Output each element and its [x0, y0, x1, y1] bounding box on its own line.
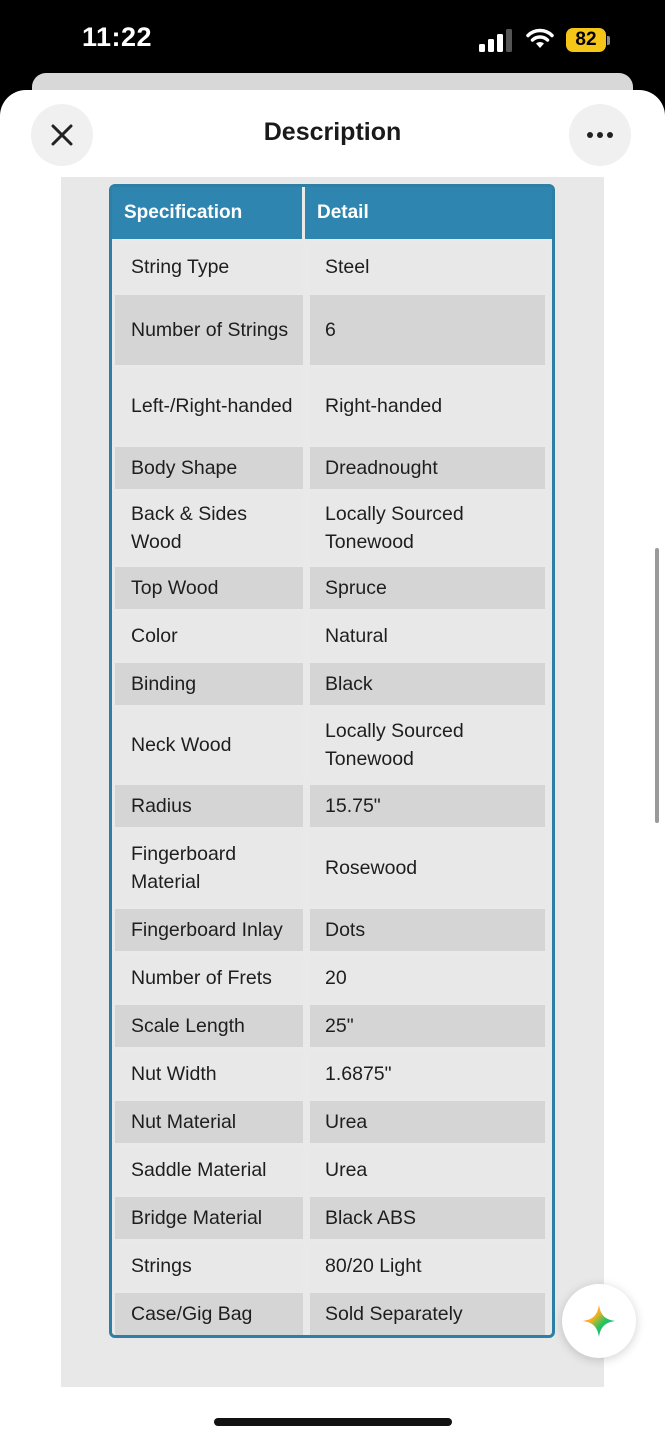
table-row	[115, 368, 549, 444]
spec-cell: Scale Length	[115, 1005, 303, 1047]
sheet-header	[0, 90, 665, 176]
spec-cell: Body Shape	[115, 447, 303, 489]
detail-cell: Steel	[310, 242, 545, 292]
spec-cell: Nut Width	[115, 1050, 303, 1098]
table-row	[115, 1293, 549, 1335]
content-area	[61, 177, 604, 1387]
spec-cell: Bridge Material	[115, 1197, 303, 1239]
spec-cell: Number of Strings	[115, 295, 303, 365]
spec-cell: Strings	[115, 1242, 303, 1290]
table-row	[115, 785, 549, 827]
detail-cell: Spruce	[310, 567, 545, 609]
spec-cell: String Type	[115, 242, 303, 292]
table-row	[115, 909, 549, 951]
table-row	[115, 242, 549, 292]
table-row	[115, 447, 549, 489]
detail-cell: Black	[310, 663, 545, 705]
detail-cell: 20	[310, 954, 545, 1002]
detail-cell: Locally Sourced Tonewood	[310, 492, 545, 564]
spec-cell: Color	[115, 612, 303, 660]
spec-cell: Back & Sides Wood	[115, 492, 303, 564]
detail-cell: Urea	[310, 1101, 545, 1143]
battery-level: 82	[566, 28, 606, 52]
table-body	[112, 242, 552, 1335]
detail-cell: Locally Sourced Tonewood	[310, 708, 545, 782]
battery-indicator	[566, 27, 610, 53]
battery-tip	[607, 36, 610, 45]
detail-cell: 80/20 Light	[310, 1242, 545, 1290]
page-title: Description	[263, 118, 402, 146]
detail-cell: 15.75"	[310, 785, 545, 827]
table-row	[115, 830, 549, 906]
detail-cell: Right-handed	[310, 368, 545, 444]
spec-cell: Nut Material	[115, 1101, 303, 1143]
spec-cell: Case/Gig Bag	[115, 1293, 303, 1335]
detail-cell: 1.6875"	[310, 1050, 545, 1098]
detail-cell: Urea	[310, 1146, 545, 1194]
table-row	[115, 1197, 549, 1239]
spec-cell: Left-/Right-handed	[115, 368, 303, 444]
detail-cell: 25"	[310, 1005, 545, 1047]
ai-assistant-button[interactable]	[562, 1284, 636, 1358]
home-indicator[interactable]	[214, 1418, 452, 1426]
table-row	[115, 567, 549, 609]
table-row	[115, 708, 549, 782]
detail-cell: Rosewood	[310, 830, 545, 906]
table-row	[115, 295, 549, 365]
spec-table	[109, 184, 555, 1338]
description-sheet	[0, 90, 665, 1440]
wifi-icon	[525, 26, 555, 50]
spec-cell: Binding	[115, 663, 303, 705]
spec-cell: Radius	[115, 785, 303, 827]
detail-cell: 6	[310, 295, 545, 365]
cellular-signal-icon	[478, 28, 514, 52]
spec-cell: Fingerboard Inlay	[115, 909, 303, 951]
header-specification: Specification	[112, 187, 305, 239]
table-row	[115, 1146, 549, 1194]
spec-cell: Saddle Material	[115, 1146, 303, 1194]
more-icon	[586, 131, 614, 139]
spec-cell: Fingerboard Material	[115, 830, 303, 906]
table-row	[115, 663, 549, 705]
table-row	[115, 1101, 549, 1143]
detail-cell: Natural	[310, 612, 545, 660]
detail-cell: Dots	[310, 909, 545, 951]
status-time: 11:22	[82, 22, 153, 52]
spec-cell: Number of Frets	[115, 954, 303, 1002]
header-detail: Detail	[317, 202, 369, 223]
table-row	[115, 612, 549, 660]
more-options-button[interactable]	[569, 104, 631, 166]
status-bar	[0, 0, 665, 80]
table-row	[115, 492, 549, 564]
table-row	[115, 1050, 549, 1098]
table-row	[115, 954, 549, 1002]
detail-cell: Black ABS	[310, 1197, 545, 1239]
detail-cell: Dreadnought	[310, 447, 545, 489]
table-row	[115, 1005, 549, 1047]
spec-cell: Neck Wood	[115, 708, 303, 782]
table-header	[112, 187, 552, 239]
table-row	[115, 1242, 549, 1290]
detail-cell: Sold Separately	[310, 1293, 545, 1335]
spec-cell: Top Wood	[115, 567, 303, 609]
scrollbar[interactable]	[655, 548, 659, 823]
sparkle-icon	[581, 1303, 617, 1339]
